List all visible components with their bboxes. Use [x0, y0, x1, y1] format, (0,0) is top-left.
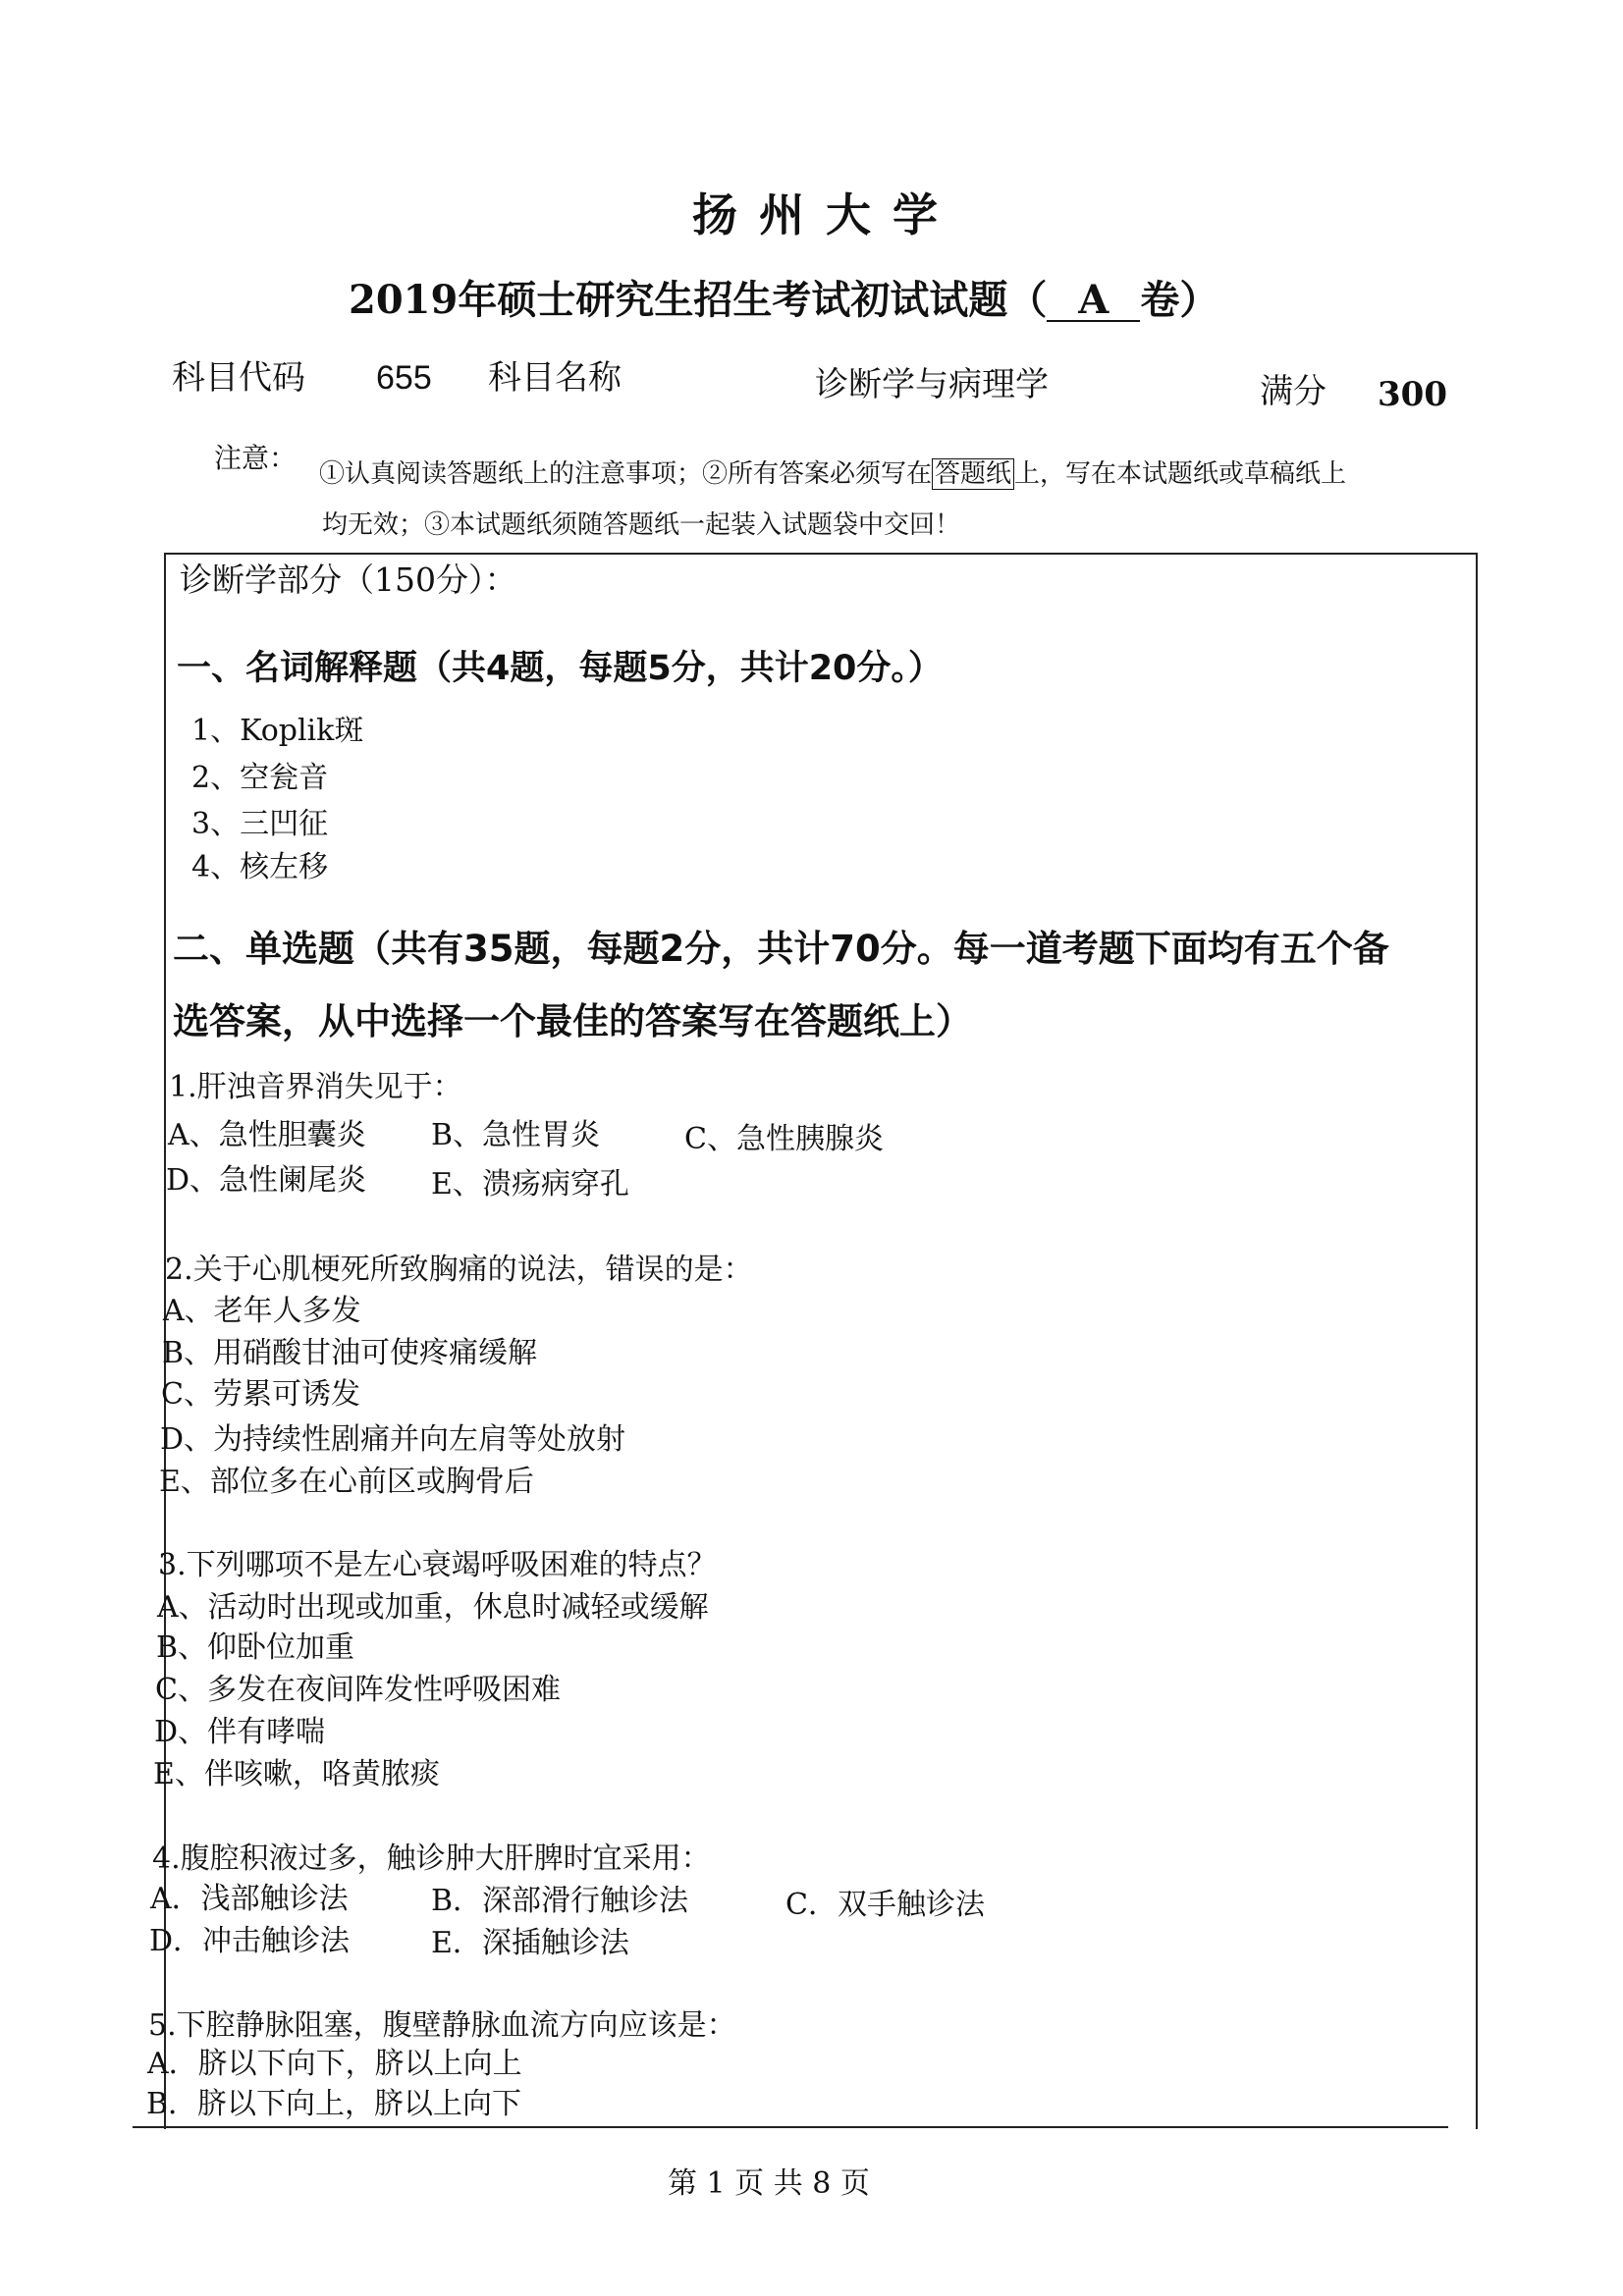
notice-line-1 — [319, 461, 1346, 487]
exam-title-suffix: 卷） — [1140, 277, 1219, 323]
option: A．浅部触诊法 — [150, 1882, 349, 1916]
full-score: 300 — [1378, 375, 1447, 414]
notice-label: 注意： — [214, 442, 298, 474]
subject-name-label: 科目名称 — [488, 358, 622, 398]
notice-boxed-term: 答题纸 — [932, 458, 1014, 490]
subject-name: 诊断学与病理学 — [815, 365, 1049, 404]
question-stem: 2.关于心肌梗死所致胸痛的说法，错误的是： — [165, 1253, 753, 1287]
term-item: 3、三凹征 — [191, 807, 329, 841]
option: D、急性阑尾炎 — [166, 1163, 367, 1198]
option: B．深部滑行触诊法 — [431, 1884, 689, 1918]
option: E、伴咳嗽，咯黄脓痰 — [153, 1757, 440, 1791]
university-name: 扬州大学 — [692, 188, 959, 241]
option: A、活动时出现或加重，休息时减轻或缓解 — [157, 1590, 709, 1625]
option: A、老年人多发 — [163, 1294, 361, 1328]
frame-bottom-border — [133, 2126, 1448, 2128]
notice-line-2: 均无效；③本试题纸须随答题纸一起装入试题袋中交回！ — [322, 510, 961, 540]
option: B、用硝酸甘油可使疼痛缓解 — [162, 1336, 538, 1370]
option: E．深插触诊法 — [431, 1926, 629, 1960]
option: D．冲击触诊法 — [149, 1924, 351, 1958]
term-item: 2、空瓮音 — [191, 761, 329, 795]
full-score-label: 满分 — [1260, 372, 1326, 411]
page-number: 第 1 页 共 8 页 — [668, 2166, 870, 2201]
exam-title-prefix: 2019年硕士研究生招生考试初试试题（ — [349, 277, 1048, 323]
subject-code: 655 — [376, 359, 432, 397]
notice-part-2: 上，写在本试题纸或草稿纸上 — [1014, 459, 1347, 489]
option: E、溃疡病穿孔 — [431, 1167, 629, 1201]
option: A、急性胆囊炎 — [168, 1118, 366, 1152]
option: E、部位多在心前区或胸骨后 — [159, 1465, 534, 1499]
option: B．脐以下向上，脐以上向下 — [146, 2087, 522, 2121]
option: A．脐以下向下，脐以上向上 — [147, 2047, 522, 2081]
part-title: 诊断学部分（150分）： — [180, 561, 517, 599]
option: B、急性胃炎 — [431, 1118, 601, 1152]
option: C、急性胰腺炎 — [684, 1122, 884, 1156]
option: C、劳累可诱发 — [161, 1377, 360, 1412]
notice-part-1: ①认真阅读答题纸上的注意事项；②所有答案必须写在 — [319, 459, 933, 489]
option: D、为持续性剧痛并向左肩等处放射 — [160, 1422, 626, 1457]
subject-code-label: 科目代码 — [172, 358, 305, 398]
term-item: 4、核左移 — [191, 850, 329, 884]
section1-title: 一、名词解释题（共4题，每题5分，共计20分。） — [177, 649, 943, 688]
option: C．双手触诊法 — [785, 1888, 985, 1922]
question-stem: 1.肝浊音界消失见于： — [169, 1070, 462, 1104]
option: C、多发在夜间阵发性呼吸困难 — [155, 1673, 561, 1707]
section2-title-line2: 选答案，从中选择一个最佳的答案写在答题纸上） — [173, 1000, 972, 1042]
section2-title-line1: 二、单选题（共有35题，每题2分，共计70分。每一道考题下面均有五个备 — [173, 928, 1389, 970]
question-stem: 4.腹腔积液过多，触诊肿大肝脾时宜采用： — [152, 1842, 711, 1876]
paper-version: A — [1047, 281, 1140, 322]
option: D、伴有哮喘 — [154, 1715, 326, 1749]
term-item: 1、Koplik斑 — [191, 714, 364, 748]
exam-title — [349, 277, 1219, 323]
question-stem: 5.下腔静脉阻塞，腹壁静脉血流方向应该是： — [148, 2008, 736, 2043]
option: B、仰卧位加重 — [156, 1630, 355, 1665]
question-stem: 3.下列哪项不是左心衰竭呼吸困难的特点？ — [158, 1548, 717, 1582]
